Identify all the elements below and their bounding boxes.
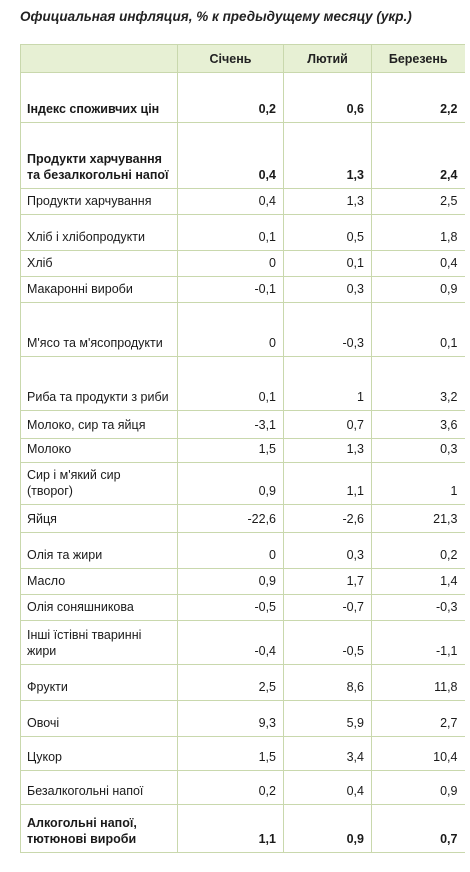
row-value-month-2: 3,4	[284, 737, 372, 771]
row-value-month-3: 1,8	[372, 215, 465, 251]
row-label: Хліб і хлібопродукти	[21, 215, 178, 251]
row-value-month-3: 1	[372, 463, 465, 505]
row-value-month-2: 5,9	[284, 701, 372, 737]
header-month-2: Лютий	[284, 45, 372, 73]
row-value-month-2: 1,1	[284, 463, 372, 505]
table-row	[21, 505, 465, 533]
row-label: Цукор	[21, 737, 178, 771]
row-value-month-3: 0,7	[372, 805, 465, 853]
row-value-month-3: 0,9	[372, 277, 465, 303]
header-blank	[21, 45, 178, 73]
row-value-month-1: -3,1	[178, 411, 284, 439]
row-value-month-1: 0	[178, 533, 284, 569]
inflation-table	[20, 44, 465, 853]
header-month-1: Січень	[178, 45, 284, 73]
table-row	[21, 621, 465, 665]
row-value-month-2: 0,7	[284, 411, 372, 439]
row-value-month-2: 0,5	[284, 215, 372, 251]
table-body	[21, 73, 465, 853]
row-value-month-3: 11,8	[372, 665, 465, 701]
row-value-month-3: 2,5	[372, 189, 465, 215]
table-row	[21, 303, 465, 357]
row-label: Олія соняшникова	[21, 595, 178, 621]
row-label: Індекс споживчих цін	[21, 73, 178, 123]
row-value-month-1: 1,1	[178, 805, 284, 853]
table-row	[21, 771, 465, 805]
row-value-month-1: 1,5	[178, 737, 284, 771]
row-value-month-1: -0,5	[178, 595, 284, 621]
row-value-month-1: -0,4	[178, 621, 284, 665]
row-value-month-3: 1,4	[372, 569, 465, 595]
row-label: Овочі	[21, 701, 178, 737]
row-value-month-3: 0,2	[372, 533, 465, 569]
row-value-month-2: 1,3	[284, 123, 372, 189]
table-row	[21, 439, 465, 463]
table-row	[21, 215, 465, 251]
row-value-month-3: 2,4	[372, 123, 465, 189]
row-value-month-1: 0,1	[178, 357, 284, 411]
row-label: Масло	[21, 569, 178, 595]
row-value-month-2: -0,7	[284, 595, 372, 621]
row-value-month-3: -1,1	[372, 621, 465, 665]
row-value-month-1: 0,9	[178, 569, 284, 595]
table-row	[21, 189, 465, 215]
row-value-month-1: -22,6	[178, 505, 284, 533]
row-value-month-3: 0,3	[372, 439, 465, 463]
row-label: Молоко	[21, 439, 178, 463]
table-row	[21, 463, 465, 505]
row-value-month-2: 0,9	[284, 805, 372, 853]
table-row	[21, 123, 465, 189]
row-label: Олія та жири	[21, 533, 178, 569]
header-month-3: Березень	[372, 45, 465, 73]
row-label: Продукти харчування	[21, 189, 178, 215]
row-value-month-1: 0	[178, 251, 284, 277]
row-label: Хліб	[21, 251, 178, 277]
row-value-month-3: 3,2	[372, 357, 465, 411]
row-value-month-3: 2,2	[372, 73, 465, 123]
row-value-month-1: -0,1	[178, 277, 284, 303]
row-label: Макаронні вироби	[21, 277, 178, 303]
row-value-month-3: 3,6	[372, 411, 465, 439]
table-row	[21, 701, 465, 737]
row-value-month-3: 0,1	[372, 303, 465, 357]
header-row	[21, 45, 465, 73]
row-value-month-2: 0,6	[284, 73, 372, 123]
row-value-month-2: 0,3	[284, 533, 372, 569]
row-value-month-3: 2,7	[372, 701, 465, 737]
table-row	[21, 251, 465, 277]
row-value-month-1: 0	[178, 303, 284, 357]
row-label: Сир і м'який сир (творог)	[21, 463, 178, 505]
row-value-month-2: 8,6	[284, 665, 372, 701]
table-row	[21, 533, 465, 569]
row-value-month-2: 1	[284, 357, 372, 411]
row-value-month-3: 10,4	[372, 737, 465, 771]
row-value-month-2: -2,6	[284, 505, 372, 533]
row-label: Алкогольні напої, тютюнові вироби	[21, 805, 178, 853]
table-row	[21, 805, 465, 853]
row-value-month-1: 0,9	[178, 463, 284, 505]
row-value-month-3: 0,9	[372, 771, 465, 805]
table-row	[21, 737, 465, 771]
row-value-month-2: 0,3	[284, 277, 372, 303]
table-title: Официальная инфляция, % к предыдущему месяцу (укр.)	[20, 9, 412, 24]
row-label: М'ясо та м'ясопродукти	[21, 303, 178, 357]
table-row	[21, 411, 465, 439]
row-label: Інші їстівні тваринні жири	[21, 621, 178, 665]
row-value-month-3: -0,3	[372, 595, 465, 621]
row-label: Продукти харчування та безалкогольні напої	[21, 123, 178, 189]
row-value-month-2: 1,7	[284, 569, 372, 595]
row-value-month-1: 0,4	[178, 189, 284, 215]
row-value-month-1: 9,3	[178, 701, 284, 737]
row-label: Молоко, сир та яйця	[21, 411, 178, 439]
table-row	[21, 569, 465, 595]
row-value-month-1: 0,2	[178, 771, 284, 805]
table-row	[21, 665, 465, 701]
row-value-month-2: 1,3	[284, 439, 372, 463]
row-value-month-2: 0,4	[284, 771, 372, 805]
table-row	[21, 277, 465, 303]
row-value-month-1: 1,5	[178, 439, 284, 463]
row-value-month-1: 2,5	[178, 665, 284, 701]
table-row	[21, 595, 465, 621]
table-row	[21, 357, 465, 411]
row-value-month-1: 0,2	[178, 73, 284, 123]
table-row	[21, 73, 465, 123]
row-value-month-1: 0,1	[178, 215, 284, 251]
row-label: Яйця	[21, 505, 178, 533]
row-label: Фрукти	[21, 665, 178, 701]
row-label: Безалкогольні напої	[21, 771, 178, 805]
row-value-month-2: 1,3	[284, 189, 372, 215]
row-value-month-3: 0,4	[372, 251, 465, 277]
row-value-month-2: 0,1	[284, 251, 372, 277]
row-value-month-2: -0,3	[284, 303, 372, 357]
row-label: Риба та продукти з риби	[21, 357, 178, 411]
row-value-month-1: 0,4	[178, 123, 284, 189]
row-value-month-3: 21,3	[372, 505, 465, 533]
row-value-month-2: -0,5	[284, 621, 372, 665]
